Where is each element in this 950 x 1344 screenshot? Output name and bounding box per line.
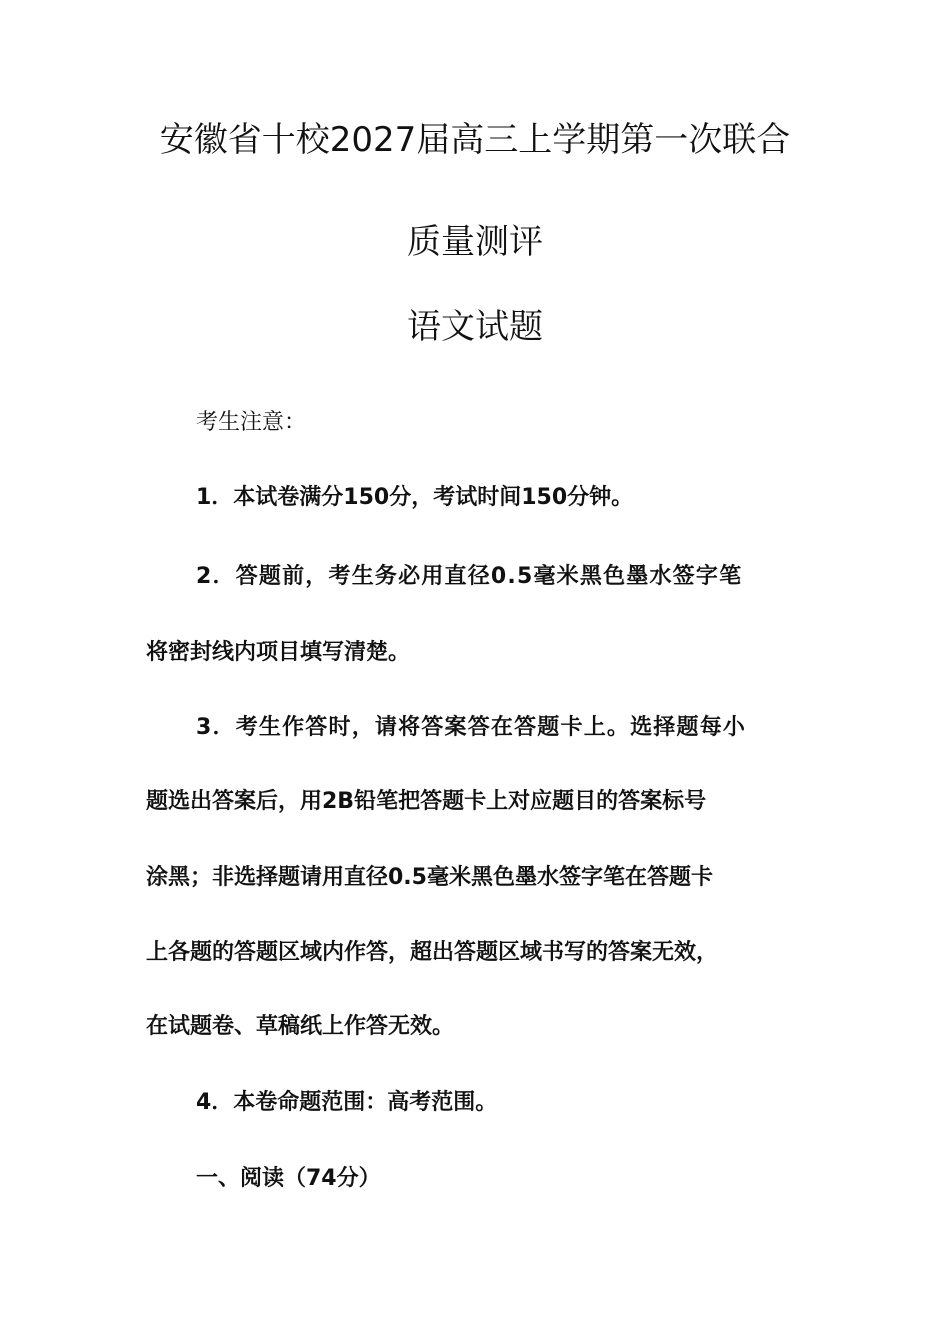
section-heading-reading: 一、阅读（74分） xyxy=(196,1166,381,1191)
notice-heading: 考生注意： xyxy=(196,410,307,435)
exam-subject-title: 语文试题 xyxy=(407,307,543,347)
notice-item-2-line-1: 2．答题前，考生务必用直径0.5毫米黑色墨水签字笔 xyxy=(196,564,743,589)
notice-item-3-line-2: 题选出答案后，用2B铅笔把答题卡上对应题目的答案标号 xyxy=(146,789,707,814)
notice-item-1: 1．本试卷满分150分，考试时间150分钟。 xyxy=(196,485,634,510)
notice-item-3-line-1: 3．考生作答时，请将答案答在答题卡上。选择题每小 xyxy=(196,715,747,740)
page-title: 安徽省十校2027届高三上学期第一次联合 xyxy=(159,120,791,160)
notice-item-3-line-3: 涂黑；非选择题请用直径0.5毫米黑色墨水签字笔在答题卡 xyxy=(146,865,713,890)
notice-item-3-line-5: 在试题卷、草稿纸上作答无效。 xyxy=(146,1014,455,1039)
notice-item-2-line-2: 将密封线内项目填写清楚。 xyxy=(146,640,411,665)
notice-item-3-line-4: 上各题的答题区域内作答，超出答题区域书写的答案无效， xyxy=(146,940,719,965)
notice-item-4: 4．本卷命题范围：高考范围。 xyxy=(196,1090,498,1115)
page-title-continued: 质量测评 xyxy=(407,222,543,262)
